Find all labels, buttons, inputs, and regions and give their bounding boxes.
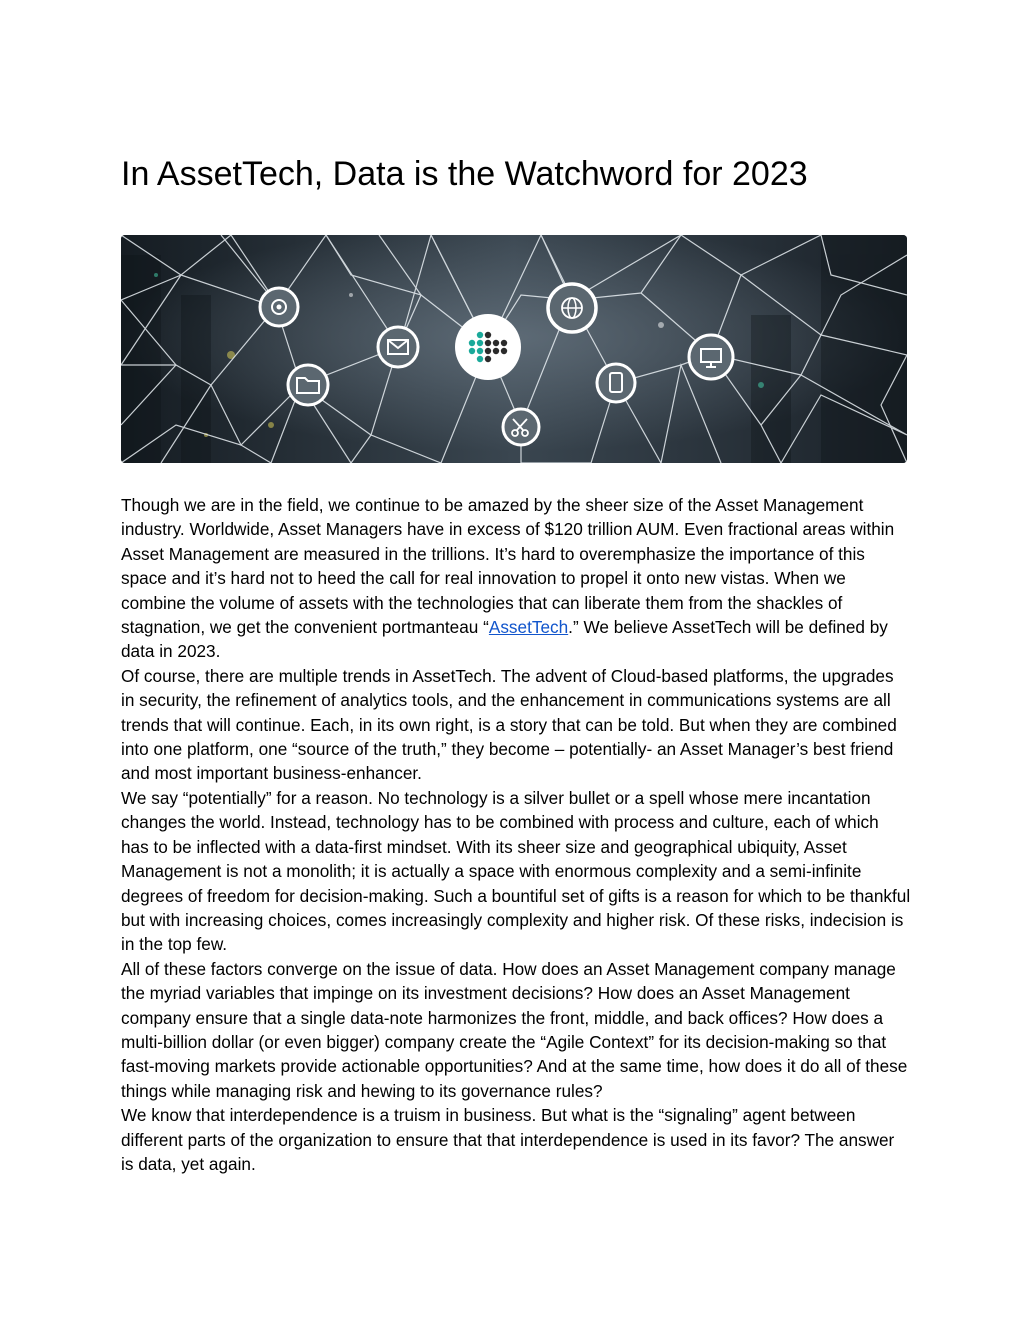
assettech-link[interactable]: AssetTech <box>488 617 569 638</box>
envelope-icon <box>378 327 418 367</box>
paragraph-text: Though we are in the field, we continue to be amazed by the sheer size of the Asset Management industry. Worldwide, Asset Managers have in excess of $120 trillion AUM. Even fractional areas within Asset Management are measured in the trillions. It’s hard to overemphasize the importance of this space and it’s hard not to heed the call for real innovation to propel it onto new vistas. When we combine the volume of assets with the technologies that can liberate them from the shackles of stagnation, we get the convenient portmanteau “ <box>121 495 895 638</box>
paragraph-text: .” We believe AssetTech will be defined by data in 2023. <box>121 617 888 662</box>
hero-image <box>121 235 907 463</box>
tablet-icon <box>597 364 635 402</box>
gear-icon <box>260 288 298 326</box>
paragraph <box>121 493 911 664</box>
paragraph: We know that interdependence is a truism in business. But what is the “signaling” agent between different parts of the organization to ensure that that interdependence is used in its favor? The answer is data, yet again. <box>121 1105 895 1174</box>
globe-icon <box>548 284 596 332</box>
monitor-icon <box>689 335 733 379</box>
paragraph: All of these factors converge on the issue of data. How does an Asset Management company manage the myriad variables that impinge on its investment decisions? How does an Asset Management company ensure that a single data-note harmonizes the front, middle, and back offices? How does a multi-billion dollar (or even bigger) company create the “Agile Context” for its decision-making so that fast-moving markets provide actionable opportunities? And at the same time, how does it do all of these things while managing risk and hewing to its governance rules? <box>121 958 908 1101</box>
paragraph: Of course, there are multiple trends in AssetTech. The advent of Cloud-based platforms, the upgrades in security, the refinement of analytics tools, and the enhancement in communications systems are all trends that will continue. Each, in its own right, is a story that can be told. But when they are combined into one platform, one “source of the truth,” they become – potentially- an Asset Manager’s best friend and most important business-enhancer. <box>121 665 897 784</box>
article-body <box>121 493 911 1176</box>
paragraph: We say “potentially” for a reason. No technology is a silver bullet or a spell whose mere incantation changes the world. Instead, technology has to be combined with process and culture, each of which has to be inflected with a data-first mindset. With its sheer size and geographical ubiquity, Asset Management is not a monolith; it is actually a space with enormous complexity and a semi-infinite degrees of freedom for decision-making. Such a bountiful set of gifts is a reason for which to be thankful but with increasing choices, comes increasingly complexity and higher risk. Of these risks, indecision is in the top few. <box>121 787 911 955</box>
page-title: In AssetTech, Data is the Watchword for 2023 <box>121 155 808 193</box>
folder-icon <box>288 365 328 405</box>
scissors-icon <box>503 409 539 445</box>
brand-dots-icon <box>455 314 521 380</box>
